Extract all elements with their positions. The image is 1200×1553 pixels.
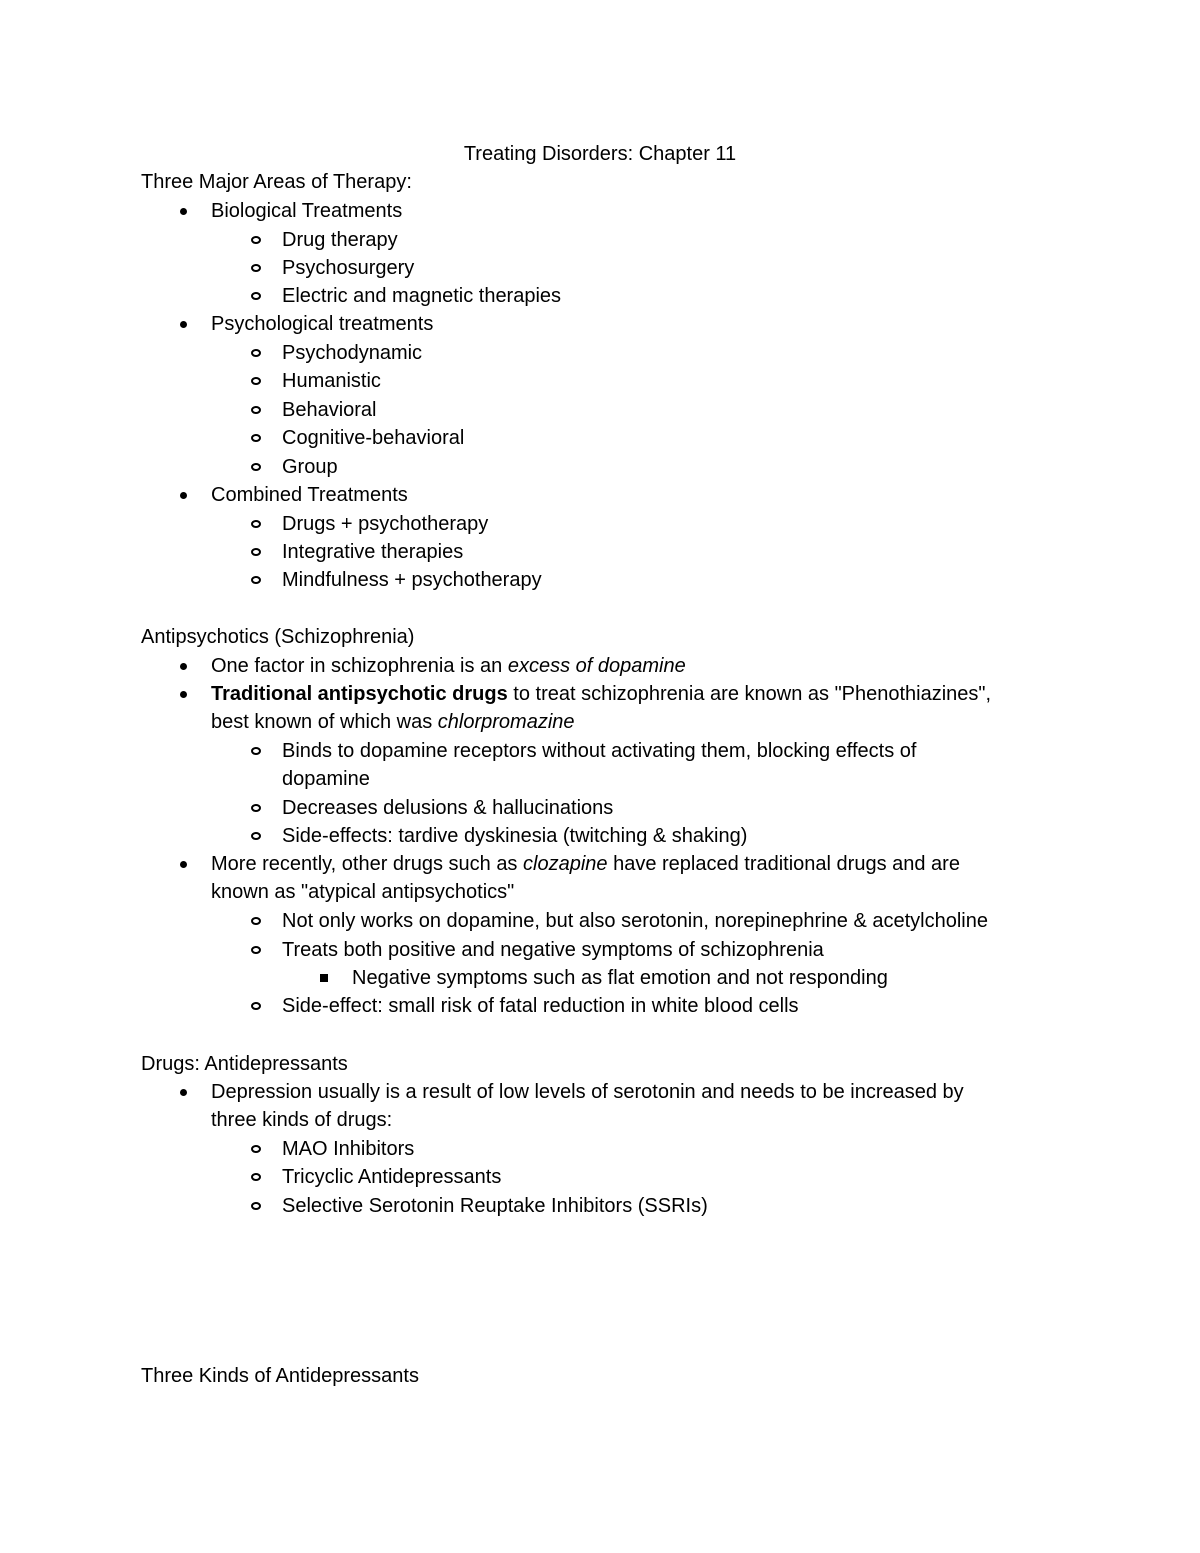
list-item: Negative symptoms such as flat emotion and not responding — [352, 967, 888, 989]
circle-bullet-icon — [251, 1202, 261, 1210]
list-item-continuation: known as "atypical antipsychotics" — [211, 881, 515, 903]
bullet-icon — [180, 321, 187, 328]
list-item: Integrative therapies — [282, 541, 464, 563]
list-item-continuation — [211, 710, 575, 734]
list-item: Psychosurgery — [282, 257, 415, 279]
section-heading-antipsychotics: Antipsychotics (Schizophrenia) — [141, 626, 415, 648]
list-item: Electric and magnetic therapies — [282, 285, 562, 307]
text-run: One factor in schizophrenia is an — [211, 655, 508, 677]
list-item: Biological Treatments — [211, 200, 403, 222]
circle-bullet-icon — [251, 292, 261, 300]
text-run: have replaced traditional drugs and are — [607, 853, 960, 875]
circle-bullet-icon — [251, 576, 261, 584]
list-item: Selective Serotonin Reuptake Inhibitors (SSRIs) — [282, 1195, 708, 1217]
circle-bullet-icon — [251, 832, 261, 840]
bullet-icon — [180, 208, 187, 215]
circle-bullet-icon — [251, 946, 261, 954]
list-item: Treats both positive and negative symptoms of schizophrenia — [282, 939, 824, 961]
list-item: Psychodynamic — [282, 342, 423, 364]
list-item: Binds to dopamine receptors without activating them, blocking effects of — [282, 740, 917, 762]
circle-bullet-icon — [251, 406, 261, 414]
list-item: Side-effect: small risk of fatal reduction in white blood cells — [282, 995, 799, 1017]
list-item: Drug therapy — [282, 229, 398, 251]
list-item — [211, 852, 960, 876]
bullet-icon — [180, 691, 187, 698]
list-item — [211, 682, 991, 706]
list-item: Cognitive-behavioral — [282, 427, 465, 449]
list-item — [211, 654, 686, 678]
circle-bullet-icon — [251, 548, 261, 556]
list-item: Behavioral — [282, 399, 377, 421]
circle-bullet-icon — [251, 804, 261, 812]
list-item: Tricyclic Antidepressants — [282, 1166, 502, 1188]
circle-bullet-icon — [251, 917, 261, 925]
circle-bullet-icon — [251, 377, 261, 385]
list-item: Drugs + psychotherapy — [282, 513, 489, 535]
section-heading-therapy-areas: Three Major Areas of Therapy: — [141, 171, 412, 193]
circle-bullet-icon — [251, 747, 261, 755]
bullet-icon — [180, 663, 187, 670]
section-heading-kinds-of-antidepressants: Three Kinds of Antidepressants — [141, 1365, 419, 1387]
circle-bullet-icon — [251, 1173, 261, 1181]
list-item-continuation: three kinds of drugs: — [211, 1109, 393, 1131]
circle-bullet-icon — [251, 264, 261, 272]
list-item: Not only works on dopamine, but also serotonin, norepinephrine & acetylcholine — [282, 910, 988, 932]
circle-bullet-icon — [251, 349, 261, 357]
bold-text: Traditional antipsychotic drugs — [211, 683, 508, 705]
list-item: Side-effects: tardive dyskinesia (twitching & shaking) — [282, 825, 748, 847]
list-item: Humanistic — [282, 370, 381, 392]
bullet-icon — [180, 492, 187, 499]
circle-bullet-icon — [251, 1002, 261, 1010]
circle-bullet-icon — [251, 1145, 261, 1153]
page-title: Treating Disorders: Chapter 11 — [463, 143, 737, 165]
list-item: Group — [282, 456, 338, 478]
italic-text: clozapine — [523, 853, 608, 875]
list-item: Mindfulness + psychotherapy — [282, 569, 542, 591]
square-bullet-icon — [320, 974, 328, 982]
circle-bullet-icon — [251, 434, 261, 442]
list-item-continuation: dopamine — [282, 768, 370, 790]
list-item: Combined Treatments — [211, 484, 408, 506]
list-item: Depression usually is a result of low levels of serotonin and needs to be increased by — [211, 1081, 964, 1103]
list-item: MAO Inhibitors — [282, 1138, 415, 1160]
bullet-icon — [180, 1089, 187, 1096]
circle-bullet-icon — [251, 463, 261, 471]
text-run: to treat schizophrenia are known as "Phenothiazines", — [507, 683, 992, 705]
section-heading-antidepressants: Drugs: Antidepressants — [141, 1053, 348, 1075]
text-run: More recently, other drugs such as — [211, 853, 523, 875]
list-item: Decreases delusions & hallucinations — [282, 797, 614, 819]
circle-bullet-icon — [251, 520, 261, 528]
italic-text: excess of dopamine — [507, 655, 686, 677]
list-item: Psychological treatments — [211, 313, 434, 335]
text-run: best known of which was — [211, 711, 438, 733]
italic-text: chlorpromazine — [437, 711, 575, 733]
bullet-icon — [180, 861, 187, 868]
circle-bullet-icon — [251, 236, 261, 244]
